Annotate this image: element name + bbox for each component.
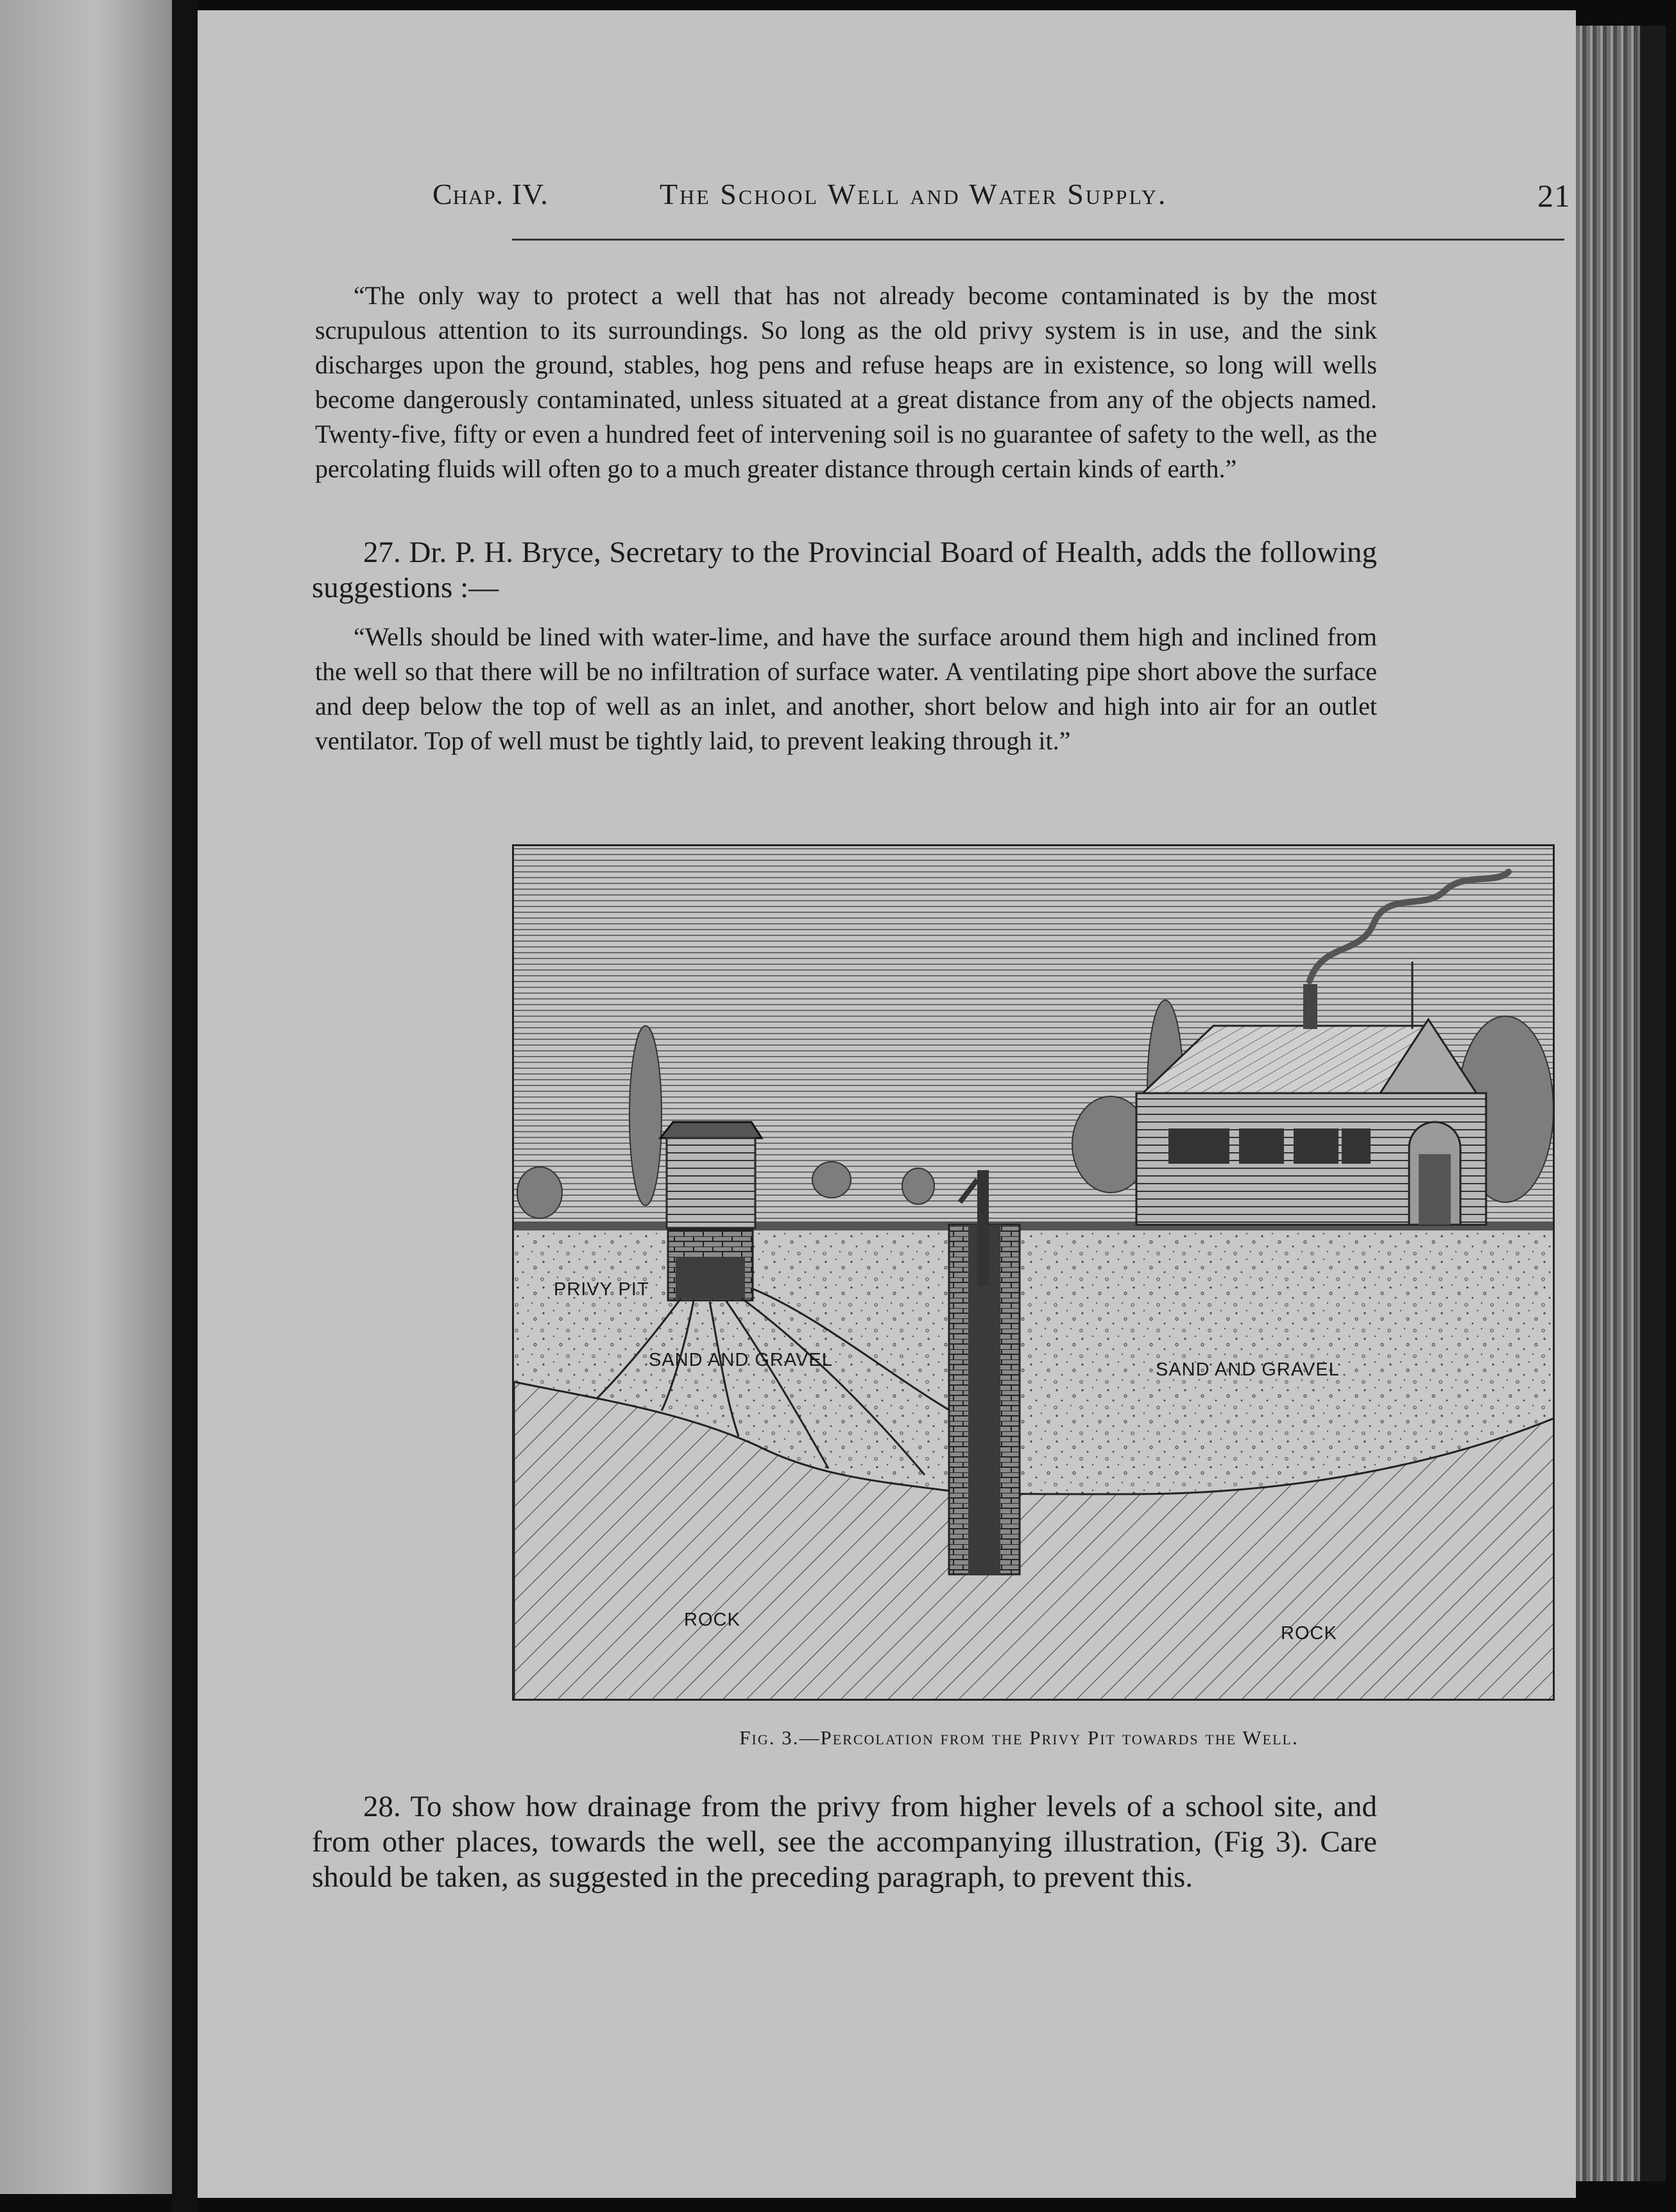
label-rock-right: ROCK bbox=[1281, 1623, 1337, 1644]
facing-page-edge bbox=[0, 0, 172, 2194]
book-page bbox=[198, 10, 1576, 2198]
page-number: 21 bbox=[1537, 178, 1571, 214]
book-page-edges bbox=[1576, 26, 1666, 2181]
well-shaft bbox=[949, 1170, 1020, 1574]
figure-caption: Fig. 3.—Percolation from the Privy Pit towards the Well. bbox=[739, 1726, 1299, 1749]
paragraph-27: 27. Dr. P. H. Bryce, Secretary to the Provincial Board of Health, adds the following suggestions :— bbox=[312, 536, 1377, 604]
header-rule bbox=[512, 239, 1564, 241]
chapter-label: Chap. IV. bbox=[432, 178, 549, 210]
percolation-diagram bbox=[514, 846, 1555, 1701]
figure-3-illustration bbox=[512, 844, 1555, 1701]
label-sand-gravel-right: SAND AND GRAVEL bbox=[1156, 1359, 1340, 1380]
quote-well-protection: “The only way to protect a well that has not already become contaminated is by the most scrupulous attention to its surroundings. So long as the old privy system is in use, and the sink discharges upon the ground, stables, hog pens and refuse heaps are in existence, so long will wells become dangerously contaminated, unless situated at a great distance from any of the objects named. Twenty-five, fifty or even a hundred feet of intervening soil is no guarantee of safety to the well, as the percolating fluids will often go to a much greater distance through certain kinds of earth.” bbox=[315, 281, 1377, 483]
quote-well-lining: “Wells should be lined with water-lime, and have the surface around them high and inclined from the well so that there will be no infiltration of surface water. A ventilating pipe short above the surface and deep below the top of well as an inlet, and another, short below and high into air for an outlet ventilator. Top of well must be tightly laid, to prevent leaking through it.” bbox=[315, 622, 1377, 755]
label-privy-pit: PRIVY PIT bbox=[554, 1279, 649, 1300]
label-sand-gravel-left: SAND AND GRAVEL bbox=[649, 1350, 833, 1370]
book-gutter bbox=[172, 0, 198, 2212]
paragraph-28: 28. To show how drainage from the privy from higher levels of a school site, and from other places, towards the well, see the accompanying illustration, (Fig 3). Care should be taken, as suggested in the preceding paragraph, to prevent this. bbox=[312, 1790, 1377, 1894]
running-head bbox=[313, 177, 1571, 222]
running-title: The School Well and Water Supply. bbox=[660, 178, 1168, 210]
privy-shed bbox=[660, 1122, 762, 1228]
label-rock-left: ROCK bbox=[684, 1610, 740, 1630]
